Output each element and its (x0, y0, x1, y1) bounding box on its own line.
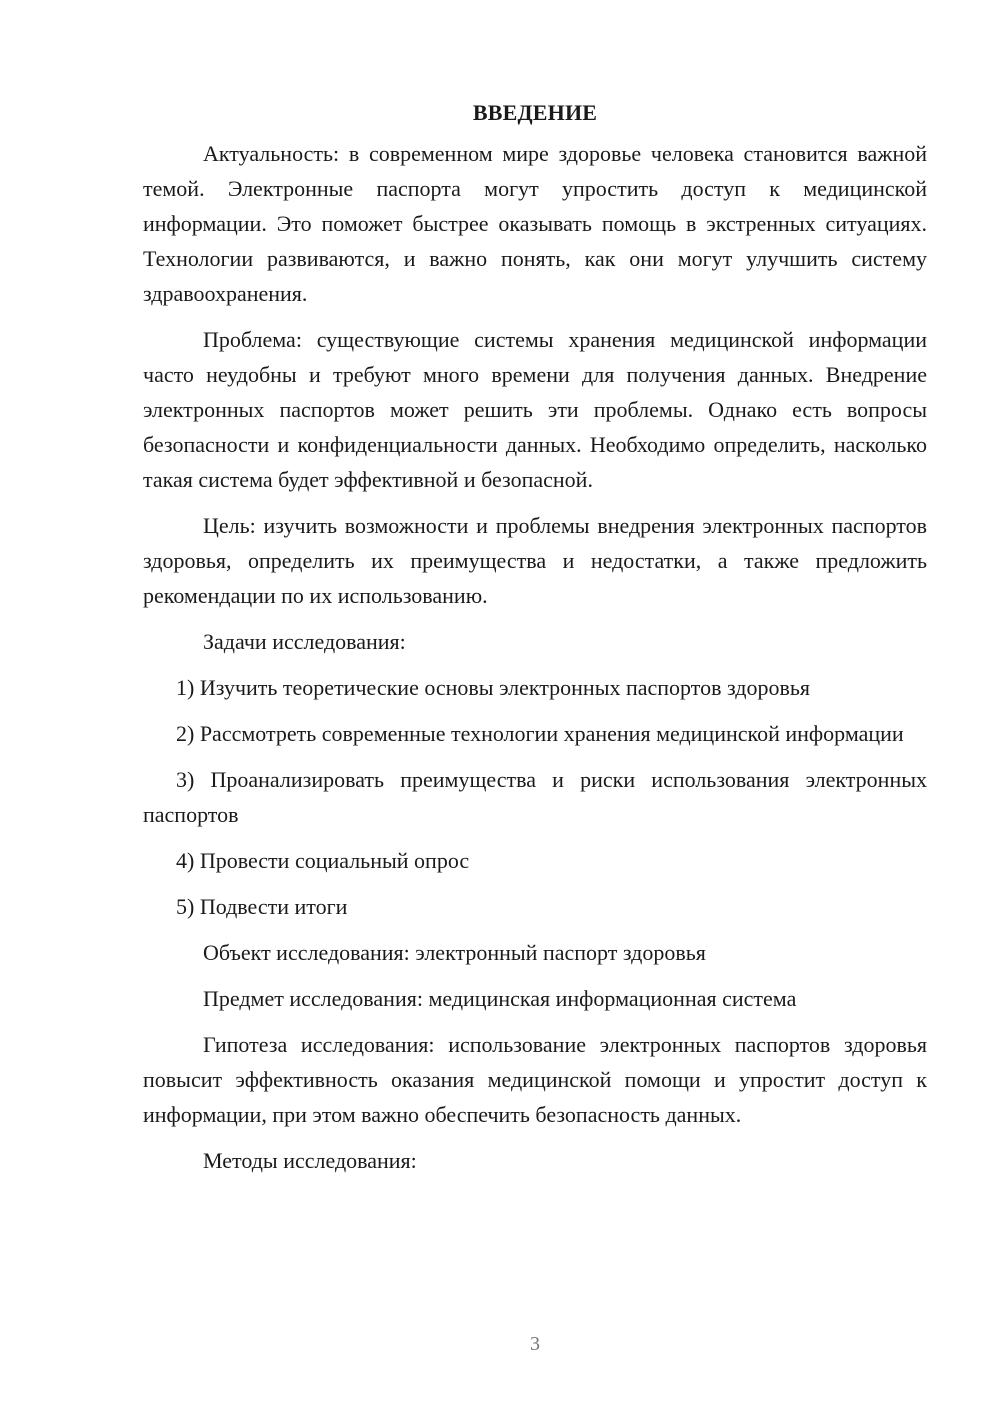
paragraph-relevance: Актуальность: в современном мире здоровье человека становится важной темой. Электронные паспорта могут упростить доступ к медицинской информации. Это поможет быстрее оказывать помощь в экстренных ситуациях. Технологии развиваются, и важно понять, как они могут улучшить систему здравоохранения. (143, 141, 927, 306)
paragraph-goal: Цель: изучить возможности и проблемы внедрения электронных паспортов здоровья, определить их преимущества и недостатки, а также предложить рекомендации по их использованию. (143, 513, 927, 608)
task-item-1: 1) Изучить теоретические основы электронных паспортов здоровья (176, 675, 811, 700)
paragraph-problem: Проблема: существующие системы хранения медицинской информации часто неудобны и требуют много времени для получения данных. Внедрение электронных паспортов может решить эти проблемы. Однако есть вопросы безопасности и конфиденциальности данных. Необходимо определить, насколько такая система будет эффективной и безопасной. (143, 327, 927, 492)
task-item-4: 4) Провести социальный опрос (176, 848, 470, 873)
task-item-2: 2) Рассмотреть современные технологии хранения медицинской информации (176, 721, 904, 746)
paragraph-subject: Предмет исследования: медицинская информационная система (203, 986, 797, 1011)
task-item-3: 3) Проанализировать преимущества и риски использования электронных паспортов (143, 767, 927, 827)
task-item-5: 5) Подвести итоги (176, 894, 348, 919)
page-number: 3 (530, 1333, 540, 1355)
methods-heading: Методы исследования: (203, 1148, 417, 1173)
paragraph-hypothesis: Гипотеза исследования: использование электронных паспортов здоровья повысит эффективность оказания медицинской помощи и упростит доступ к информации, при этом важно обеспечить безопасность данных. (143, 1032, 927, 1127)
page-content (143, 95, 927, 1189)
section-title: ВВЕДЕНИЕ (472, 100, 598, 125)
paragraph-object: Объект исследования: электронный паспорт здоровья (203, 940, 706, 965)
tasks-heading: Задачи исследования: (203, 629, 406, 654)
